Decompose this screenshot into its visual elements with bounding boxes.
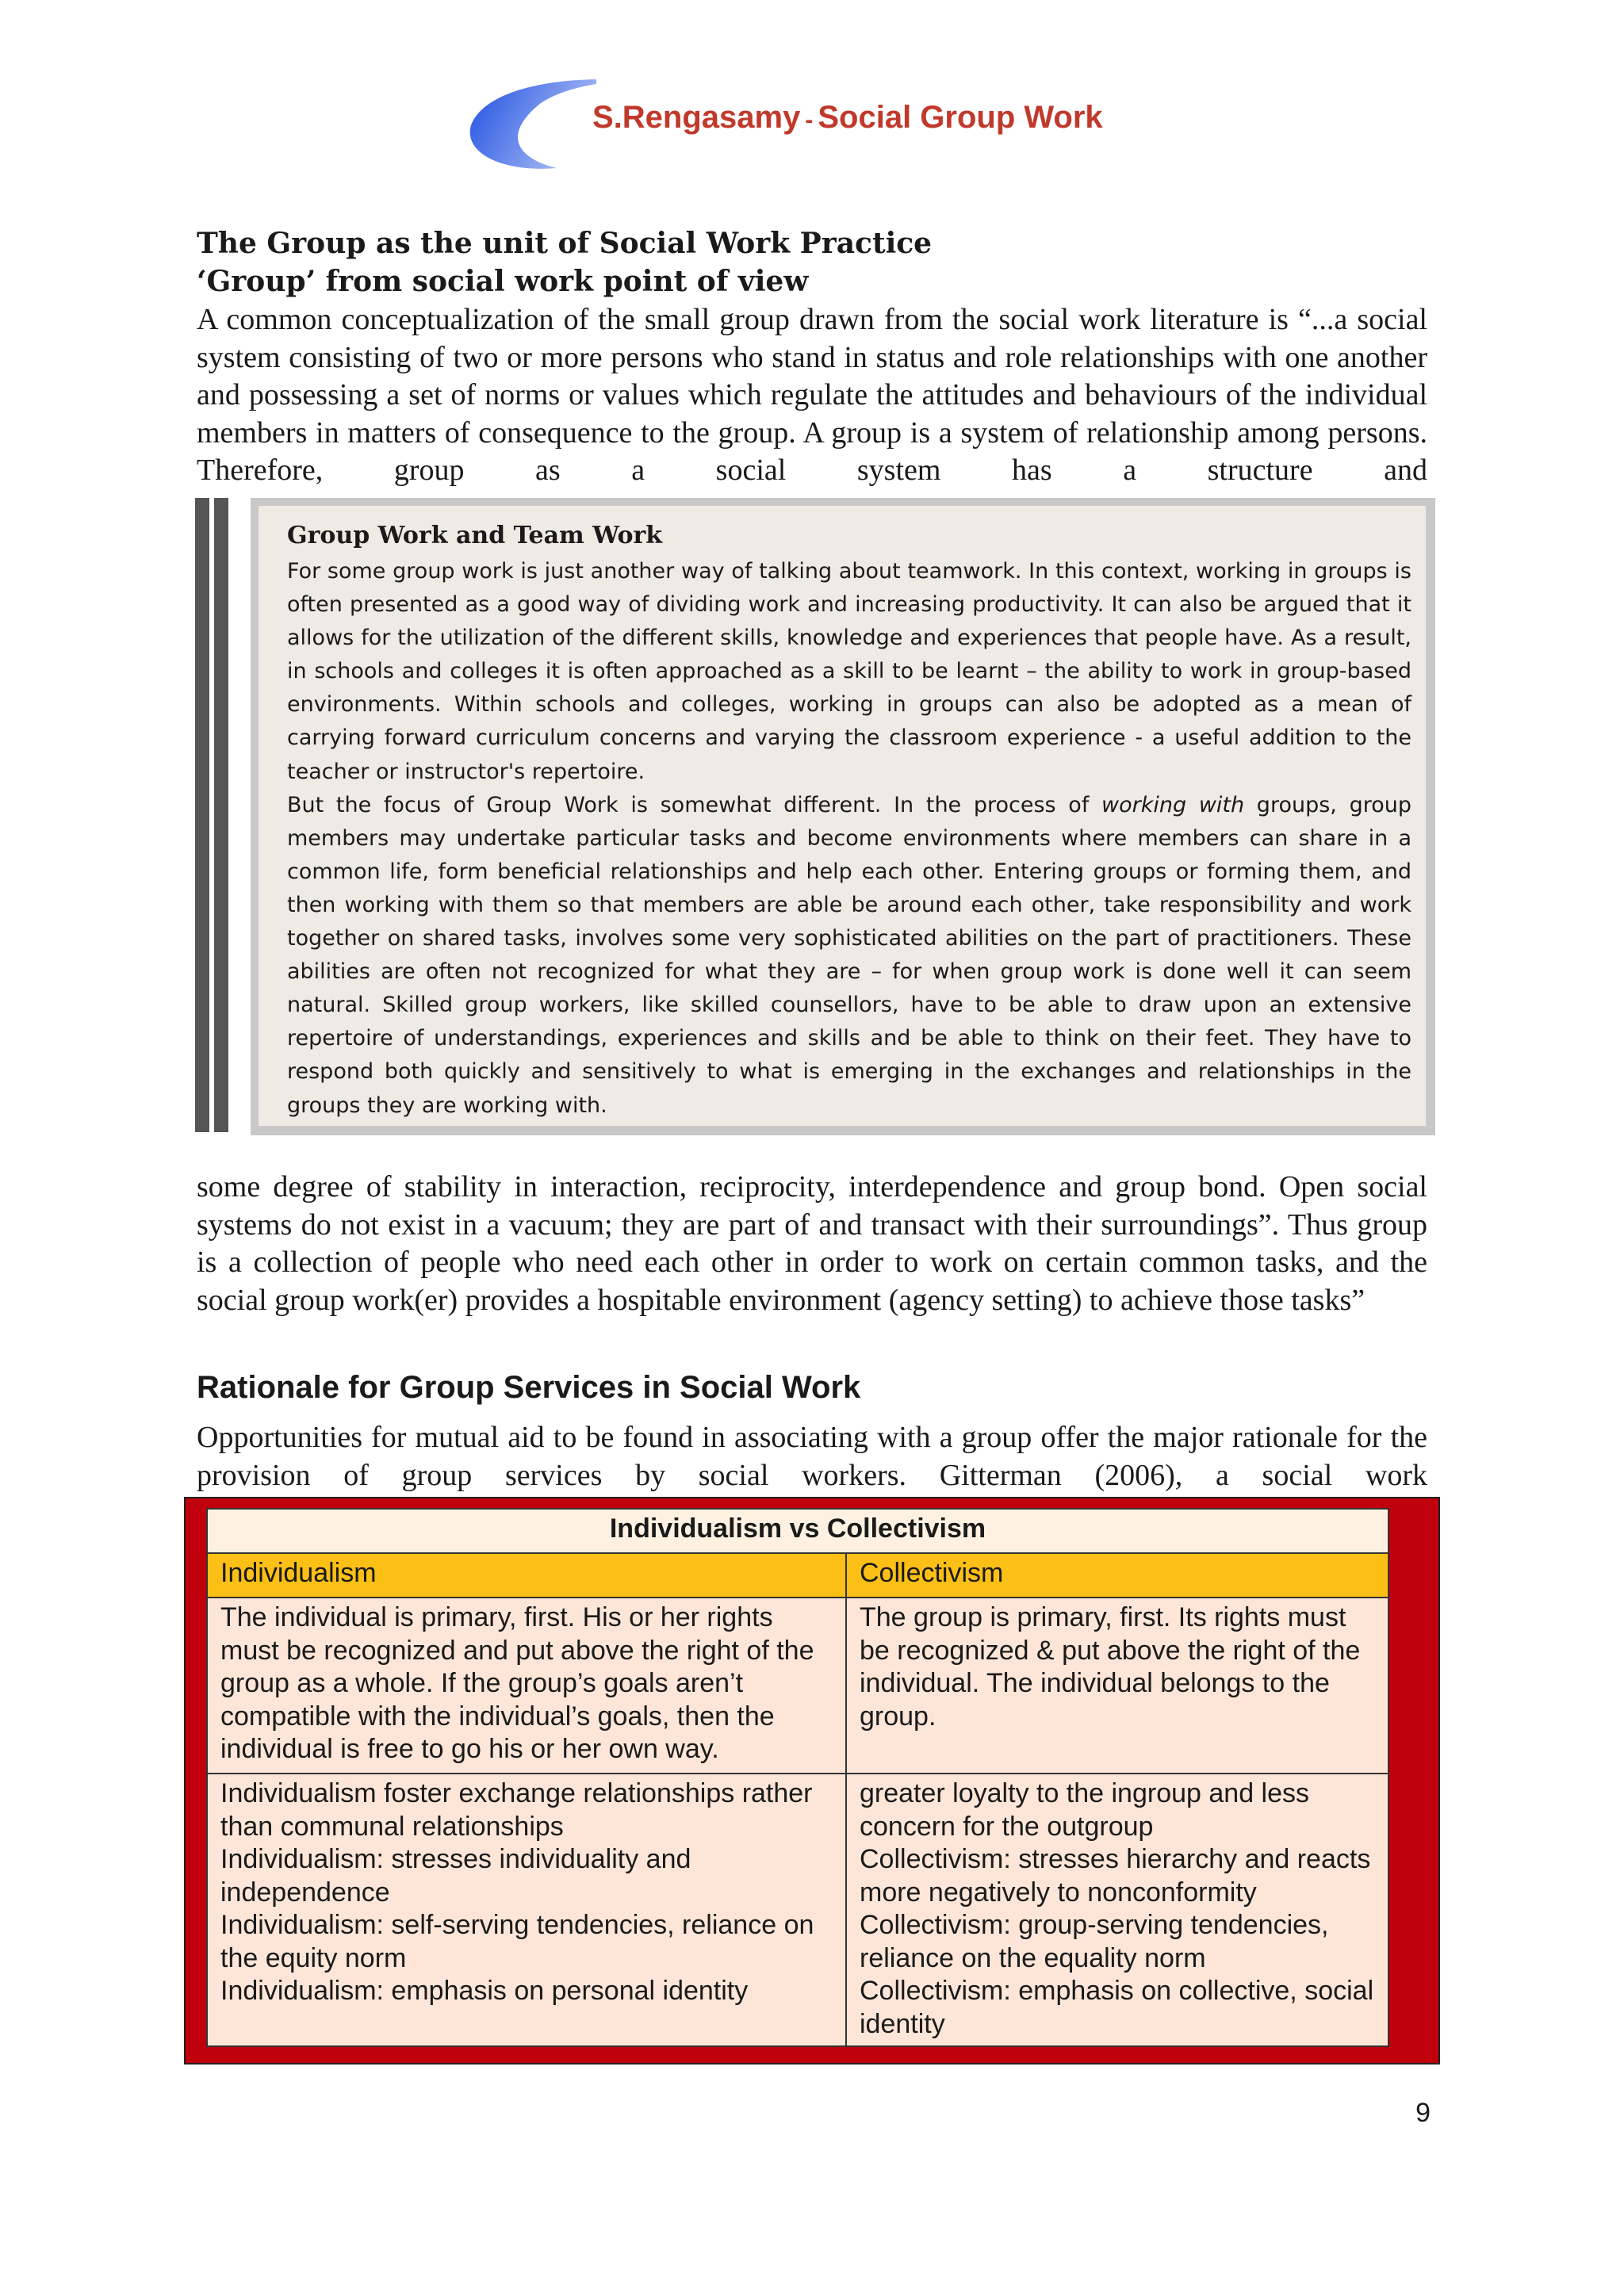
page-header [469, 79, 1183, 174]
page-number: 9 [1415, 2098, 1431, 2128]
group-work-sidebar-box [251, 498, 1435, 1135]
header-title [592, 100, 1103, 136]
cell-line: The individual is primary, first. His or her rights must be recognized and put above the right of the group as a whole. If the group’s goals aren’t compatible with the individual’s goals, then the individual is free to go his or her own way. [220, 1602, 814, 1764]
intro-paragraph: A common conceptualization of the small group drawn from the social work literature is “...a social system consisting of two or more persons who stand in status and role relationships with one another and possessing a set of norms or values which regulate the attitudes and behaviours of the individual members in matters of consequence to the group. A group is a system of relationship among persons. Therefore, group as a social system has a structure and [197, 303, 1427, 487]
cell-line: Individualism: stresses individuality and independence [220, 1844, 691, 1908]
comparison-table-frame [184, 1497, 1440, 2064]
table-cell [207, 1774, 846, 2046]
table-cell [207, 1598, 846, 1774]
box-title: Group Work and Team Work [287, 522, 663, 549]
table-stripes-decoration [1576, 1514, 1621, 2033]
cell-line: Collectivism: emphasis on collective, social identity [860, 1976, 1374, 2039]
table-title: Individualism vs Collectivism [207, 1509, 1388, 1553]
rationale-paragraph: Opportunities for mutual aid to be found in associating with a group offer the major rationale for the provision of group services by social workers. Gitterman (2006), a social work [197, 1421, 1427, 1492]
cell-line: Individualism: emphasis on personal identity [220, 1976, 749, 2006]
box-text-part1: For some group work is just another way of talking about teamwork. In this context, working in groups is often presented as a good way of dividing work and increasing productivity. It can also be argued that it allows for the utilization of the different skills, knowledge and experiences that people have. As a result, in schools and colleges it is often approached as a skill to be learnt – the ability to work in group-based environments. Within schools and colleges, working in groups can also be adopted as a mean of carrying forward curriculum concerns and varying the classroom experience - a useful addition to the teacher or instructor's repertoire. [287, 559, 1411, 784]
cell-line: The group is primary, first. Its rights must be recognized & put above the right of the individual. The individual belongs to the group. [860, 1602, 1361, 1732]
cell-line: Individualism foster exchange relationships rather than communal relationships [220, 1778, 813, 1842]
box-decoration-bars [195, 498, 233, 1132]
header-author: S.Rengasamy [592, 100, 801, 135]
table-cell [846, 1774, 1388, 2046]
column-header-individualism: Individualism [207, 1553, 846, 1598]
cell-line: greater loyalty to the ingroup and less concern for the outgroup [860, 1778, 1310, 1842]
header-separator: - [805, 107, 814, 133]
rationale-heading: Rationale for Group Services in Social Work [197, 1370, 861, 1405]
section-subheading: ‘Group’ from social work point of view [197, 265, 809, 298]
column-header-collectivism: Collectivism [846, 1553, 1388, 1598]
cell-line: Individualism: self-serving tendencies, reliance on the equity norm [220, 1910, 814, 1973]
continuation-paragraph: some degree of stability in interaction, reciprocity, interdependence and group bond. Open social systems do not exist in a vacuum; they are part of and transact with their surroundings”. Thus group is a collection of people who need each other in order to work on certain common tasks, and the social group work(er) provides a hospitable environment (agency setting) to achieve those tasks” [197, 1170, 1427, 1317]
swoosh-logo-icon [469, 79, 596, 174]
box-text [287, 555, 1411, 1123]
cell-line: Collectivism: stresses hierarchy and reacts more negatively to nonconformity [860, 1844, 1371, 1908]
box-text-part2-before: But the focus of Group Work is somewhat different. In the process of [287, 792, 1102, 817]
box-text-part2-after: groups, group members may undertake particular tasks and become environments where members can share in a common life, form beneficial relationships and help each other. Entering groups or forming them, and then working with them so that members are able be around each other, take responsibility and work together on shared tasks, involves some very sophisticated abilities on the part of practitioners. These abilities are often not recognized for what they are – for when group work is done well it can seem natural. Skilled group workers, like skilled counsellors, have to be able to draw upon an extensive repertoire of understandings, experiences and skills and be able to think on their feet. They have to respond both quickly and sensitively to what is emerging in the exchanges and relationships in the groups they are working with. [287, 792, 1411, 1118]
comparison-table [206, 1508, 1389, 2047]
table-cell [846, 1598, 1388, 1774]
header-subject: Social Group Work [818, 100, 1103, 135]
box-text-italic: working with [1101, 792, 1245, 817]
cell-line: Collectivism: group-serving tendencies, reliance on the equality norm [860, 1910, 1329, 1973]
section-heading: The Group as the unit of Social Work Practice [197, 227, 933, 260]
